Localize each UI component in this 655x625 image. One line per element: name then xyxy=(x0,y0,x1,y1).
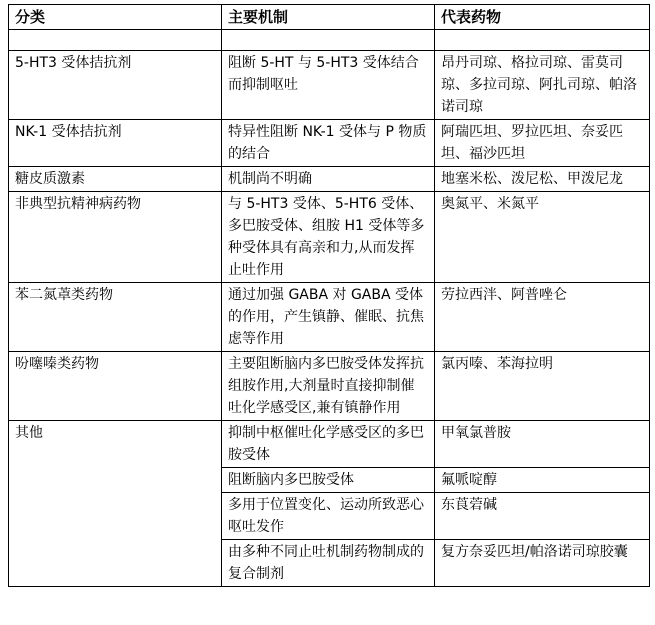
mechanism-cell: 通过加强 GABA 对 GABA 受体的作用，产生镇静、催眠、抗焦虑等作用 xyxy=(222,283,435,352)
table-row xyxy=(9,120,650,167)
drugs-cell: 复方奈妥匹坦/帕洛诺司琼胶囊 xyxy=(435,540,650,587)
mechanism-cell: 多用于位置变化、运动所致恶心呕吐发作 xyxy=(222,493,435,540)
drugs-cell: 地塞米松、泼尼松、甲泼尼龙 xyxy=(435,167,650,192)
table-row xyxy=(9,51,650,120)
table-row xyxy=(9,167,650,192)
category-cell-other: 其他 xyxy=(9,421,222,587)
blank-cell xyxy=(9,30,222,51)
header-row xyxy=(9,5,650,30)
drugs-cell: 阿瑞匹坦、罗拉匹坦、奈妥匹坦、福沙匹坦 xyxy=(435,120,650,167)
drugs-cell: 奥氮平、米氮平 xyxy=(435,192,650,283)
mechanism-cell: 阻断 5-HT 与 5-HT3 受体结合而抑制呕吐 xyxy=(222,51,435,120)
blank-row xyxy=(9,30,650,51)
drugs-cell: 甲氧氯普胺 xyxy=(435,421,650,468)
mechanism-cell: 抑制中枢催吐化学感受区的多巴胺受体 xyxy=(222,421,435,468)
header-mechanism: 主要机制 xyxy=(222,5,435,30)
drugs-cell: 劳拉西泮、阿普唑仑 xyxy=(435,283,650,352)
table-row xyxy=(9,192,650,283)
table-row xyxy=(9,283,650,352)
drugs-cell: 氟哌啶醇 xyxy=(435,468,650,493)
mechanism-cell: 由多种不同止吐机制药物制成的复合制剂 xyxy=(222,540,435,587)
mechanism-cell: 机制尚不明确 xyxy=(222,167,435,192)
header-drugs: 代表药物 xyxy=(435,5,650,30)
mechanism-cell: 阻断脑内多巴胺受体 xyxy=(222,468,435,493)
table-row xyxy=(9,352,650,421)
blank-cell xyxy=(435,30,650,51)
blank-cell xyxy=(222,30,435,51)
mechanism-cell: 与 5-HT3 受体、5-HT6 受体、多巴胺受体、组胺 H1 受体等多种受体具有高亲和力,从而发挥止吐作用 xyxy=(222,192,435,283)
category-cell: 糖皮质激素 xyxy=(9,167,222,192)
drugs-cell: 氯丙嗪、苯海拉明 xyxy=(435,352,650,421)
antiemetic-table xyxy=(8,4,650,587)
category-cell: 吩噻嗪类药物 xyxy=(9,352,222,421)
mechanism-cell: 主要阻断脑内多巴胺受体发挥抗组胺作用,大剂量时直接抑制催吐化学感受区,兼有镇静作用 xyxy=(222,352,435,421)
mechanism-cell: 特异性阻断 NK-1 受体与 P 物质的结合 xyxy=(222,120,435,167)
category-cell: 非典型抗精神病药物 xyxy=(9,192,222,283)
header-category: 分类 xyxy=(9,5,222,30)
table-row xyxy=(9,421,650,468)
category-cell: 5-HT3 受体拮抗剂 xyxy=(9,51,222,120)
category-cell: 苯二氮䓬类药物 xyxy=(9,283,222,352)
drugs-cell: 东莨菪碱 xyxy=(435,493,650,540)
category-cell: NK-1 受体拮抗剂 xyxy=(9,120,222,167)
drugs-cell: 昂丹司琼、格拉司琼、雷莫司琼、多拉司琼、阿扎司琼、帕洛诺司琼 xyxy=(435,51,650,120)
